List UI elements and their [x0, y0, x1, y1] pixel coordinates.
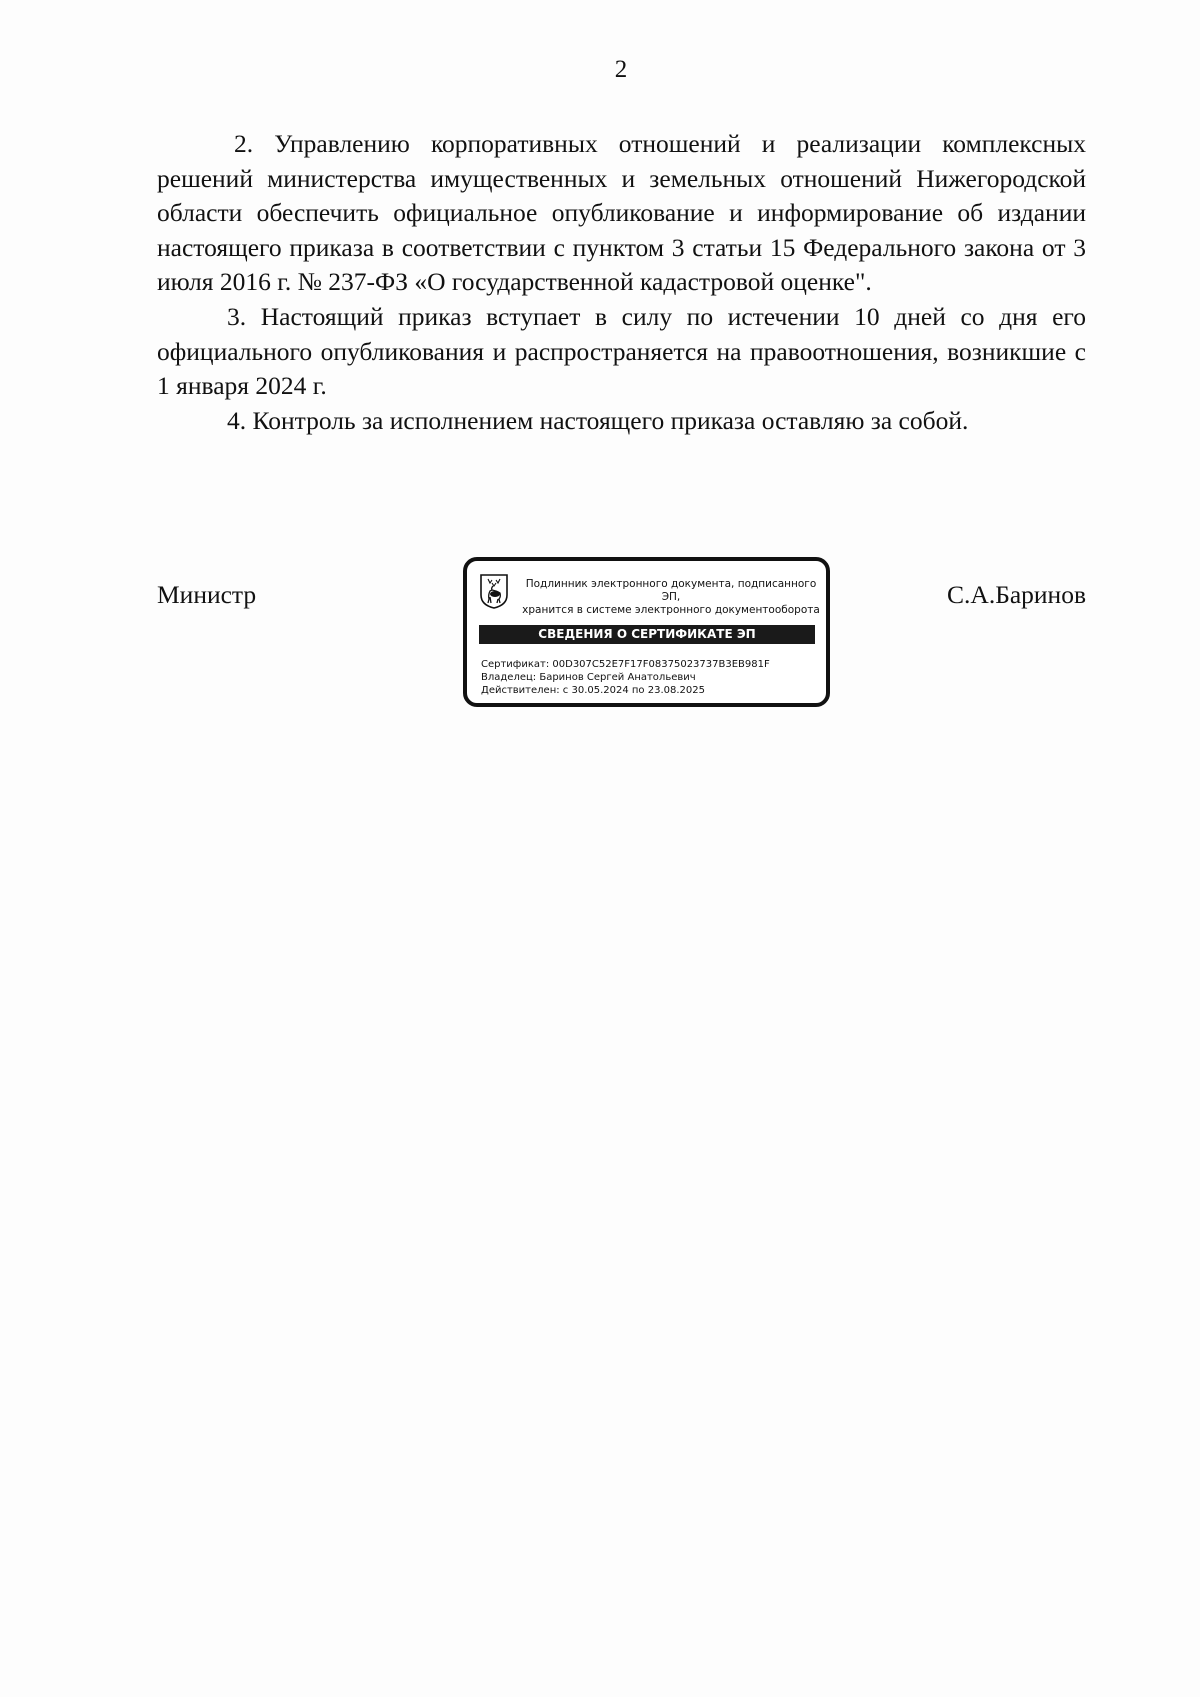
signatory-name: С.А.Баринов — [947, 580, 1086, 609]
stamp-certificate-details — [481, 658, 821, 697]
stamp-certificate-owner: Владелец: Баринов Сергей Анатольевич — [481, 672, 696, 683]
stamp-certificate-number: Сертификат: 00D307C52E7F17F08375023737B3EB981F — [481, 659, 770, 670]
signatory-title: Министр — [157, 580, 257, 609]
paragraph-2: 2. Управлению корпоративных отношений и реализации комплексных решений министерства имущественных и земельных отношений Нижегородской области обеспечить официальное опубликование и информирование об издании настоящего приказа в соответствии с пунктом 3 статьи 15 Федерального закона от 3 июля 2016 г. № 237-ФЗ «О государственной кадастровой оценке". — [157, 129, 1086, 297]
electronic-signature-stamp — [463, 557, 830, 707]
stamp-header-line-1: Подлинник электронного документа, подписанного ЭП, — [525, 578, 817, 603]
page-number: 2 — [614, 56, 628, 83]
paragraph-3: 3. Настоящий приказ вступает в силу по истечении 10 дней со дня его официального опубликования и распространяется на правоотношения, возникшие с 1 января 2024 г. — [157, 301, 1086, 401]
nizhny-novgorod-deer-emblem-icon — [479, 573, 509, 609]
stamp-header — [515, 578, 827, 617]
stamp-certificate-validity: Действителен: с 30.05.2024 по 23.08.2025 — [481, 685, 705, 696]
stamp-header-line-2: хранится в системе электронного документооборота — [522, 604, 820, 616]
document-body — [157, 127, 1086, 438]
stamp-certificate-title-bar: СВЕДЕНИЯ О СЕРТИФИКАТЕ ЭП — [479, 625, 815, 644]
paragraph-4: 4. Контроль за исполнением настоящего приказа оставляю за собой. — [227, 405, 969, 435]
